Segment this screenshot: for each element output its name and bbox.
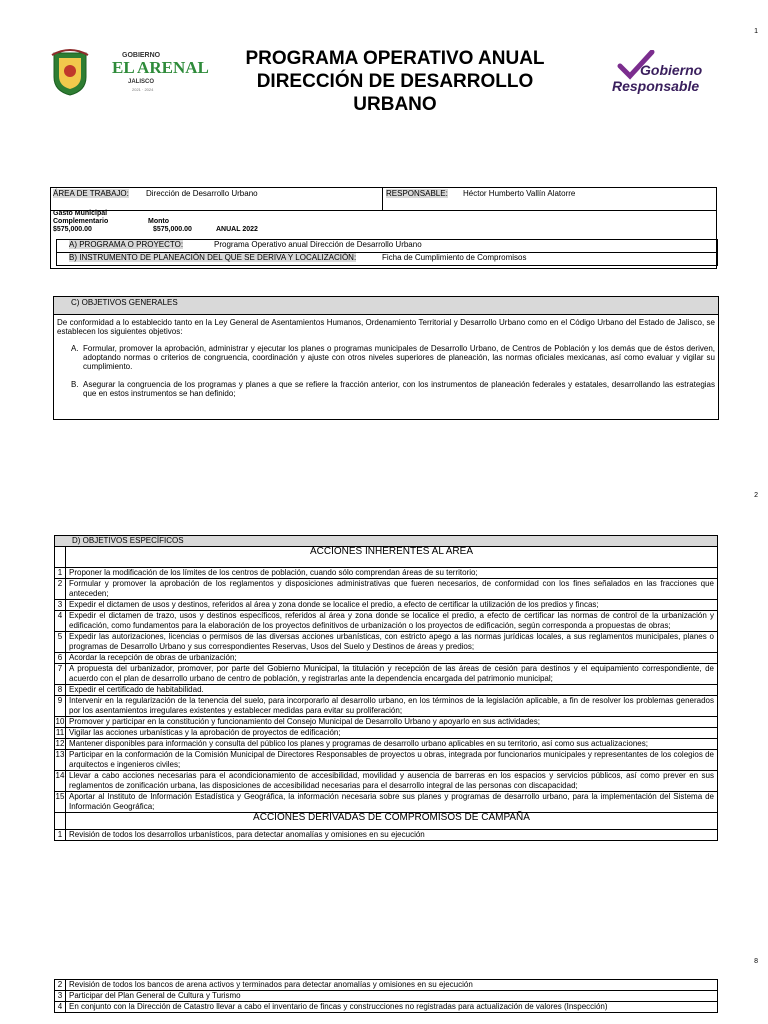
page3-table: [54, 979, 718, 1013]
objetivo-item: [54, 371, 718, 398]
row-text: Acordar la recepción de obras de urbanización;: [66, 653, 718, 664]
row-text: Mantener disponibles para información y consulta del público los planes y programas de desarrollo urbano aplicables en su territorio, así como sus actualizaciones;: [66, 739, 718, 750]
responsable-label: RESPONSABLE:: [386, 189, 448, 198]
title-line: PROGRAMA OPERATIVO ANUAL: [245, 48, 545, 69]
row-text: Expedir el dictamen de trazo, usos y destinos específicos, referidos al área y zona donde se localice el predio, a efecto de certificar las normas de control de la urbanización y edificación, como fundamentos para la elaboración de los proyectos definitivos de urbanización o los proyectos de edificación, según corresponda a propuestas de obras;: [66, 611, 718, 632]
logo-main-text: EL ARENAL: [112, 58, 209, 77]
row-number: 7: [55, 664, 66, 685]
row-text: A propuesta del urbanizador, promover, por parte del Gobierno Municipal, la titulación y recepción de las áreas de cesión para destinos y el equipamiento correspondiente, de acuerdo con el plan de desarrollo urbano de centro de población, y registrarlas ante la dependencia encargada del patrimonio municipal;: [66, 664, 718, 685]
table-row: [55, 664, 718, 685]
row-number: 10: [55, 717, 65, 726]
row-text: Expedir el certificado de habitabilidad.: [66, 685, 718, 696]
page-number: 1: [754, 28, 758, 35]
row-number: 1: [55, 568, 66, 579]
table-row: [55, 685, 718, 696]
row-text: Vigilar las acciones urbanísticas y la aprobación de proyectos de edificación;: [66, 728, 718, 739]
row-number: 2: [55, 579, 66, 600]
especificos-label: D) OBJETIVOS ESPECÍFICOS: [55, 536, 718, 547]
area-label: ÁREA DE TRABAJO:: [53, 189, 129, 198]
logo-top-text: GOBIERNO: [122, 52, 161, 59]
table-row: [55, 830, 718, 841]
row-text: En conjunto con la Dirección de Catastro llevar a cabo el inventario de fincas y construcciones no registradas para actualización de valores (Inspección): [66, 1002, 718, 1013]
section-spacer: [55, 813, 66, 830]
section-row: [55, 547, 718, 568]
objetivos-intro: De conformidad a lo establecido tanto en la Ley General de Asentamientos Humanos, Ordenamiento Territorial y Desarrollo Urbano como en el Código Urbano del Estado de Jalisco, se establecen los siguientes objetivos:: [57, 318, 715, 336]
row-text: Aportar al Instituto de Información Estadística y Geográfica, la información necesaria sobre sus planes y programas de desarrollo urbano, para la implementación del Sistema de Información Geográfica;: [66, 792, 718, 813]
especificos-table: [54, 535, 718, 841]
table-row: [55, 792, 718, 813]
title-line: URBANO: [353, 94, 437, 115]
monto-label: Monto: [148, 218, 169, 225]
row-text: Proponer la modificación de los límites de los centros de población, cuando sólo comprendan áreas de su territorio;: [66, 568, 718, 579]
table-row: [55, 771, 718, 792]
logo-state-text: JALISCO: [128, 79, 155, 85]
page-title: [210, 47, 580, 116]
programa-value: Programa Operativo anual Dirección de Desarrollo Urbano: [214, 240, 422, 249]
objetivo-marker: B.: [71, 380, 79, 389]
table-row: [55, 696, 718, 717]
section-spacer: [55, 547, 66, 568]
objetivo-text: Formular, promover la aprobación, administrar y ejecutar los planes o programas municipales de Desarrollo Urbano, de Centros de Población y los demás que de éstos deriven, adoptando normas o criterios de congruencia, coordinación y ajuste con otros niveles superiores de planeación, las normas oficiales mexicanas, así como evaluar y vigilar su cumplimiento.: [83, 344, 715, 371]
row-number: 2: [55, 980, 66, 991]
gasto-label-2: Complementario: [53, 218, 109, 225]
row-number: 8: [55, 685, 66, 696]
row-number: 4: [55, 1002, 66, 1013]
gasto-label: Gasto Municipal: [53, 210, 108, 217]
row-text: Revisión de todos los bancos de arena activos y terminados para detectar anomalías y omisiones en su ejecución: [66, 980, 718, 991]
table-row: [55, 728, 718, 739]
row-number: 1: [55, 830, 66, 841]
header-box: [50, 187, 717, 269]
row-number: 9: [55, 696, 66, 717]
objetivo-marker: A.: [71, 344, 79, 353]
table-row: [55, 739, 718, 750]
table-row: [55, 611, 718, 632]
row-text: Expedir el dictamen de usos y destinos, referidos al área y zona donde se localice el predio, a efecto de certificar la utilización de los predios y fincas;: [66, 600, 718, 611]
title-line: DIRECCIÓN DE DESARROLLO: [256, 71, 534, 92]
instrumento-value: Ficha de Cumplimiento de Compromisos: [382, 253, 527, 262]
table-row: [55, 568, 718, 579]
programa-label: [69, 240, 183, 249]
row-text: Participar en la conformación de la Comisión Municipal de Directores Responsables de proyectos u obras, integrada por funcionarios municipales y representantes de los colegios de arquitectos e ingenieros civiles;: [66, 750, 718, 771]
table-row: [55, 991, 718, 1002]
logo-text-1: Gobierno: [640, 62, 703, 78]
row-number: 3: [55, 991, 66, 1002]
logo-years-text: 2021 · 2024: [132, 87, 154, 92]
logo-text-2: Responsable: [612, 78, 700, 94]
section-row: [55, 813, 718, 830]
row-number: 5: [55, 632, 66, 653]
table-row: [55, 600, 718, 611]
objetivo-text: Asegurar la congruencia de los programas y planes a que se refiere la fracción anterior, con los instrumentos de planeación federales y estatales, desarrollando las estrategias que en estos instrumentos se han definido;: [83, 380, 715, 398]
row-text: Llevar a cabo acciones necesarias para el acondicionamiento de accesibilidad, movilidad y ausencia de barreras en los espacios y servicios públicos, así como prever en sus reglamentos de zonificación urbana, las disposiciones de accesibilidad necesarias para el desarrollo integral de las personas con discapacidad;: [66, 771, 718, 792]
table-row: [55, 632, 718, 653]
row-text: Intervenir en la regularización de la tenencia del suelo, para incorporarlo al desarrollo urbano, en los términos de la legislación aplicable, a fin de resolver los problemas generados por los asentamientos irregulares existentes y establecer medidas para evitar su proliferación;: [66, 696, 718, 717]
section-heading: ACCIONES INHERENTES AL AREA: [66, 547, 718, 568]
objetivos-generales-box: [53, 296, 719, 420]
table-row: [55, 750, 718, 771]
page-number: 8: [754, 958, 758, 965]
label-row: [55, 536, 718, 547]
row-number: 13: [55, 750, 66, 771]
table-row: [55, 980, 718, 991]
section-heading: ACCIONES DERIVADAS DE COMPROMISOS DE CAMPAÑA: [66, 813, 718, 830]
row-text: Participar del Plan General de Cultura y Turismo: [66, 991, 718, 1002]
anual-label: ANUAL 2022: [216, 226, 258, 233]
row-text: Expedir las autorizaciones, licencias o permisos de las diversas acciones urbanísticas, con estricto apego a las normas jurídicas locales, a sus reglamentos municipales, planes o programas de Desarrollo Urbano y sus correspondientes Reservas, Usos del Suelo y Destinos de áreas y predios;: [66, 632, 718, 653]
area-value: Dirección de Desarrollo Urbano: [146, 189, 258, 198]
row-number: 6: [55, 653, 66, 664]
amount-2: $575,000.00: [153, 226, 192, 233]
row-number: 11: [55, 728, 65, 737]
responsable-value: Héctor Humberto Vallín Alatorre: [463, 189, 576, 198]
row-number: 15: [55, 792, 66, 813]
el-arenal-logo: [50, 47, 209, 102]
row-number: 4: [55, 611, 66, 632]
objetivos-generales-label: C) OBJETIVOS GENERALES: [54, 297, 718, 315]
table-row: [55, 1002, 718, 1013]
row-number: 12: [55, 739, 65, 748]
table-row: [55, 717, 718, 728]
instrumento-label: B) INSTRUMENTO DE PLANEACIÓN DEL QUE SE DERIVA Y LOCALIZACIÓN:: [69, 253, 357, 262]
row-text: Revisión de todos los desarrollos urbanísticos, para detectar anomalías y omisiones en su ejecución: [66, 830, 718, 841]
amount-1: $575,000.00: [53, 226, 92, 233]
row-text: Promover y participar en la constitución y funcionamiento del Consejo Municipal de Desarrollo Urbano y apoyarlo en sus actividades;: [66, 717, 718, 728]
row-text: Formular y promover la aprobación de los reglamentos y disposiciones administrativas que fueren necesarios, de conformidad con los fines señalados en las fracciones que anteceden;: [66, 579, 718, 600]
objetivos-list: [54, 336, 718, 398]
programa-label-text: A) PROGRAMA O PROYECTO:: [69, 240, 184, 249]
row-number: 3: [55, 600, 66, 611]
table-row: [55, 653, 718, 664]
table-row: [55, 579, 718, 600]
objetivo-item: [54, 336, 718, 371]
page-number: 2: [754, 492, 758, 499]
row-number: 14: [55, 771, 66, 792]
